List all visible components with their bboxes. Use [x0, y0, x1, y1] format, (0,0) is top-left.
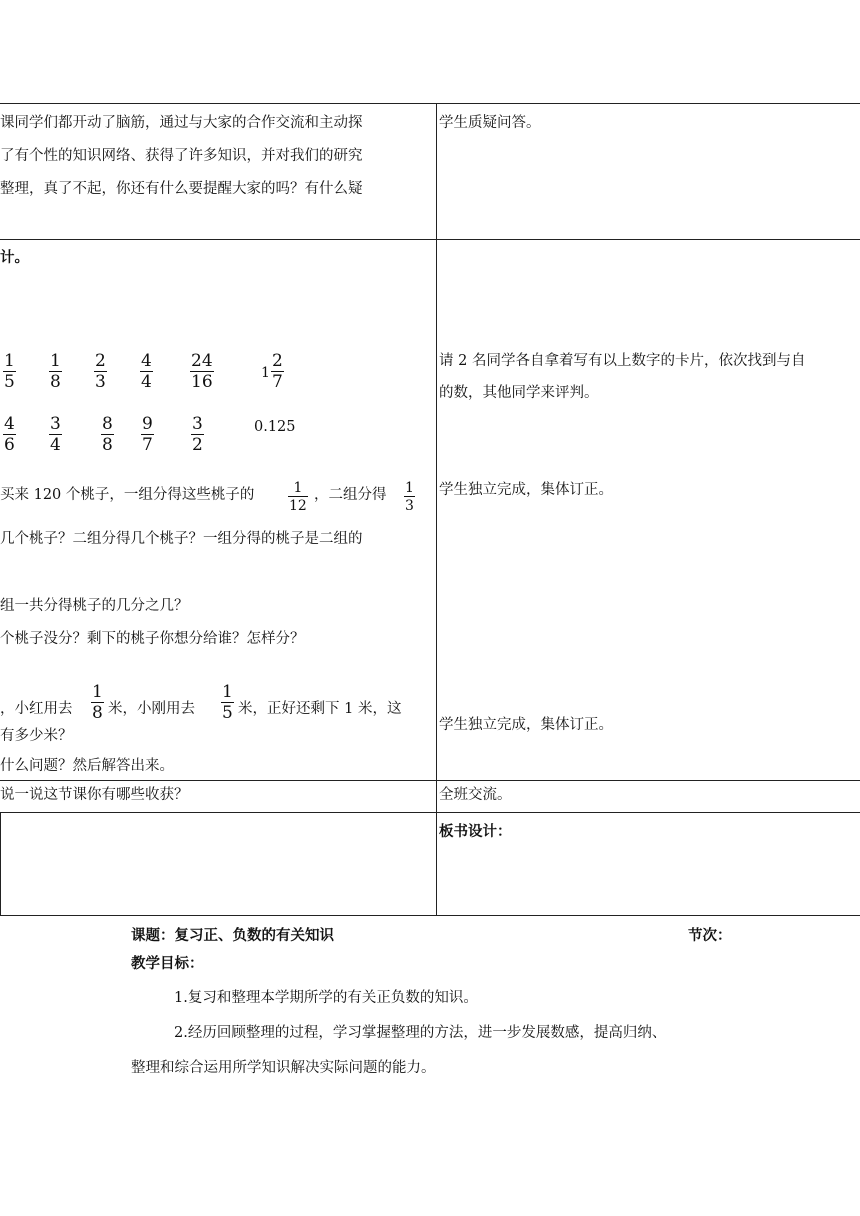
- fraction-2-3: 2 3: [95, 351, 106, 392]
- rope-problem-line-2: 有多少米？: [0, 728, 73, 744]
- table-top-border: [0, 103, 860, 104]
- fraction-4-4: 4 4: [141, 351, 152, 392]
- mixed-number-fraction: 2 7: [272, 351, 283, 392]
- table-bottom-border: [0, 915, 860, 916]
- fraction-1-3-peach: 1 3: [405, 480, 414, 514]
- teaching-goal-1: 1.复习和整理本学期所学的有关正负数的知识。: [174, 990, 478, 1006]
- peach-activity-text: 学生独立完成，集体订正。: [439, 482, 613, 498]
- rope-problem-line-1a: ，小红用去: [0, 701, 73, 717]
- rope-activity-text: 学生独立完成，集体订正。: [439, 717, 613, 733]
- fraction-1-8: 1 8: [50, 351, 61, 392]
- fraction-9-7: 9 7: [142, 414, 153, 455]
- section-label: 节次：: [688, 927, 732, 944]
- row-divider-2: [0, 780, 860, 781]
- rope-problem-line-3: 什么问题？然后解答出来。: [0, 758, 174, 774]
- summary-text-line-1: 课同学们都开动了脑筋，通过与大家的合作交流和主动探: [0, 115, 363, 131]
- table-left-border-bottom-row: [0, 812, 1, 916]
- student-question-text: 学生质疑问答。: [439, 115, 541, 131]
- design-heading: 计。: [0, 249, 29, 266]
- peach-problem-line-3: 组一共分得桃子的几分之几？: [0, 598, 189, 614]
- teaching-goals-heading: 教学目标：: [131, 955, 204, 972]
- summary-text-line-2: 了有个性的知识网络、获得了许多知识，并对我们的研究: [0, 148, 363, 164]
- fraction-1-5: 1 5: [4, 351, 15, 392]
- card-activity-line-2: 的数，其他同学来评判。: [439, 385, 599, 401]
- fraction-1-5-rope: 1 5: [222, 682, 233, 723]
- peach-problem-line-1b: ，二组分得: [314, 487, 387, 503]
- teaching-goal-2-line-2: 整理和综合运用所学知识解决实际问题的能力。: [131, 1060, 436, 1076]
- row-divider-3: [0, 812, 860, 813]
- fraction-1-8-rope: 1 8: [92, 682, 103, 723]
- fraction-24-16: 24 16: [191, 351, 213, 392]
- fraction-3-2: 3 2: [192, 414, 203, 455]
- peach-problem-line-4: 个桃子没分？剩下的桃子你想分给谁？怎样分？: [0, 631, 305, 647]
- board-design-label: 板书设计：: [439, 823, 512, 840]
- peach-problem-line-2: 几个桃子？二组分得几个桃子？一组分得的桃子是二组的: [0, 531, 363, 547]
- summary-text-line-3: 整理，真了不起，你还有什么要提醒大家的吗？有什么疑: [0, 181, 363, 197]
- reflection-prompt: 说一说这节课你有哪些收获？: [0, 787, 189, 803]
- fraction-1-12: 1 12: [289, 480, 307, 514]
- fraction-4-6: 4 6: [4, 414, 15, 455]
- column-divider: [436, 103, 437, 916]
- lesson-title: 课题：复习正、负数的有关知识: [131, 927, 334, 944]
- fraction-8-8: 8 8: [102, 414, 113, 455]
- row-divider-1: [0, 239, 860, 240]
- rope-problem-line-1c: 米，正好还剩下 1 米，这: [238, 701, 402, 717]
- rope-problem-line-1b: 米，小刚用去: [108, 701, 195, 717]
- decimal-value: 0.125: [254, 419, 296, 435]
- card-activity-line-1: 请 2 名同学各自拿着写有以上数字的卡片，依次找到与自: [439, 353, 806, 369]
- teaching-goal-2-line-1: 2.经历回顾整理的过程，学习掌握整理的方法，进一步发展数感，提高归纳、: [174, 1025, 667, 1041]
- fraction-3-4: 3 4: [50, 414, 61, 455]
- mixed-number-whole: 1: [261, 365, 270, 381]
- peach-problem-line-1a: 买来 120 个桃子，一组分得这些桃子的: [0, 487, 255, 503]
- class-discussion-text: 全班交流。: [439, 787, 512, 803]
